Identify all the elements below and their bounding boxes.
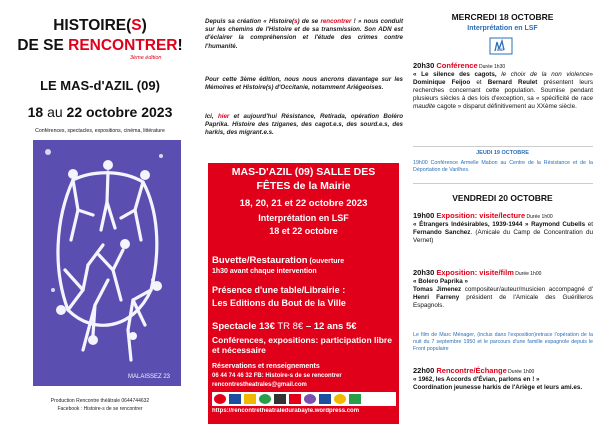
footer-production: Production Rencontre théâtrale 0644744632 — [50, 398, 150, 404]
box-conferences: Conférences, expositions: participation libre et nécessaire — [212, 335, 392, 355]
intro-paragraph-2: Pour cette 3ème édition, nous nous ancrons davantage sur les Mémoires et Histoire(s) d'Occitanie, notamment Ariégeoises. — [205, 76, 403, 92]
box-lsf-dates: 18 et 22 octobre — [269, 226, 338, 236]
partner-logos — [212, 392, 396, 406]
day-wednesday: MERCREDI 18 OCTOBRE — [451, 12, 554, 22]
footer-facebook: Facebook : Histoire-s de se rencontrer — [57, 406, 143, 412]
place-title: LE MAS-d'AZIL (09) — [40, 78, 160, 93]
box-spectacle: Spectacle 13€ TR 8€ – 12 ans 5€ — [212, 321, 357, 332]
poster-left-column — [0, 0, 200, 425]
box-dates: 18, 20, 21 et 22 octobre 2023 — [239, 198, 368, 209]
artist-signature: MALAISSEZ 23 — [128, 374, 171, 380]
partner-logo-1 — [214, 394, 226, 404]
box-website[interactable]: https://rencontretheatraledurabayle.wordpress.com — [212, 408, 360, 414]
day-friday: VENDREDI 20 OCTOBRE — [452, 193, 553, 203]
box-buvette: Buvette/Restauration (ouverture — [212, 255, 345, 266]
dance-artwork — [33, 140, 181, 386]
divider-1 — [413, 146, 593, 147]
title-line-2: DE SE RENCONTRER! — [17, 37, 183, 54]
lsf-label: Interprétation en LSF — [467, 25, 538, 32]
festival-dates: 18 au 22 octobre 2023 — [27, 104, 173, 120]
partner-logo-2 — [229, 394, 241, 404]
partner-logo-7 — [304, 394, 316, 404]
title-line-1: HISTOIRE(S) — [53, 17, 147, 34]
divider-2 — [413, 183, 593, 184]
box-reservations: Réservations et renseignements — [212, 363, 320, 370]
info-box — [208, 163, 399, 424]
partner-logo-8 — [319, 394, 331, 404]
box-email[interactable]: rencontrestheatrales@gmail.com — [212, 382, 307, 388]
day-thursday: JEUDI 19 OCTOBRE — [476, 150, 529, 156]
box-phone: 06 44 74 46 32 FB: Histoire-s de se rencontrer — [212, 373, 342, 379]
lsf-hands-icon: LSF — [489, 37, 513, 55]
partner-logo-9 — [334, 394, 346, 404]
venue-line-1: MAS-D'AZIL (09) SALLE DES — [231, 166, 376, 178]
intro-paragraph-1: Depuis sa création « Histoire(s) de se rencontrer ! » nous conduit sur les chemins de l'Histoire et de sa transmission. Son ADN est d'éclairer la compréhension et l'étude des crimes contre l'humanité. — [205, 18, 403, 50]
venue-line-2: FÊTES de la Mairie — [256, 180, 351, 192]
partner-logo-4 — [259, 394, 271, 404]
dancers-illustration — [33, 140, 181, 386]
edition-label: 3ème édition — [130, 55, 162, 61]
partner-logo-5 — [274, 394, 286, 404]
box-presence: Présence d'une table/Librairie : — [212, 285, 346, 295]
event-conference-mabon: 19h00 Conférence Armelle Mabon au Centre de la Résistance et de la Déportation de Varilhes. — [413, 160, 593, 173]
box-buvette-detail: 1h30 avant chaque intervention — [212, 268, 317, 275]
event-conference-cagots: 20h30 Conférence Durée 1h30 « Le silence des cagots, le choix de la non violence» Dominique Feijoo et Bernard Reulet présentent leurs recherches concernant cette population. Soumise pendant plusieurs siècles à des lois d'exception, sa « spécificité de race maudite cagote » disparut définitivement au XXème siècle. — [413, 61, 594, 110]
partner-logo-3 — [244, 394, 256, 404]
festival-subtitle: Conférences, spectacles, expositions, cinéma, littérature — [35, 128, 165, 134]
event-rencontre-evian: 22h00 Rencontre/Échange Durée 1h00 « 1962, les Accords d'Évian, parlons en ! » Coordination jeunesse harkis de l'Ariège et leurs ami.es. — [413, 366, 583, 391]
film-note: Le film de Marc Ménager, (inclus dans l'exposition)retrace l'opération de la nuit du 7 septembre 1950 et le parcours d'une famille espagnole depuis le Front populaire — [413, 332, 593, 352]
partner-logo-10 — [349, 394, 361, 404]
event-expo-bolero: 20h30 Exposition: visite/film Durée 1h00 « Bolero Paprika » Tomas Jimenez compositeur/auteur/musicien accompagné d' Henri Farreny président de l'Amicale des Guérilleros Espagnols. — [413, 268, 593, 309]
box-lsf: Interprétation en LSF — [258, 213, 349, 223]
box-editions: Les Editions du Bout de la Ville — [212, 298, 346, 308]
event-expo-indesirables: 19h00 Exposition: visite/lecture Durée 1h00 « Étrangers Indésirables, 1939-1944 » Raymond Cubells et Fernando Sanchez. (Amicale du Camp de Concentration du Vernet) — [413, 211, 593, 244]
intro-paragraph-3: Ici, hier et aujourd'hui Résistance, Retirada, opération Boléro Paprika. Histoire des tziganes, des cagot.e.s, des sourd.e.s, des harkis, des migrant.e.s. — [205, 113, 403, 137]
partner-logo-6 — [289, 394, 301, 404]
